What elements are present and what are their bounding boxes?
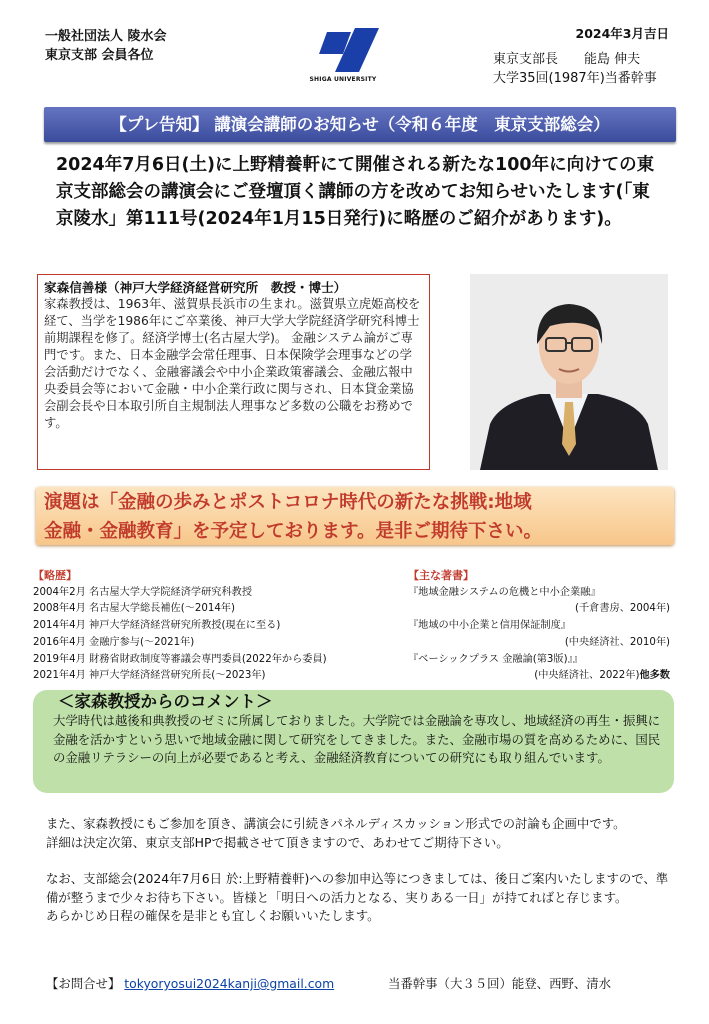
- book-publisher: (千倉書房、2004年): [575, 603, 670, 615]
- issue-date: 2024年3月吉日: [575, 26, 669, 41]
- banner-title: 【プレ告知】 講演会講師のお知らせ（令和６年度 東京支部総会）: [110, 115, 610, 134]
- lecturer-bio-box: [37, 274, 430, 470]
- signer-line-1: 東京支部長 能島 伸夫: [493, 52, 641, 67]
- shiga-university-logo: [305, 26, 381, 86]
- logo-text: SHIGA UNIVERSITY: [309, 76, 377, 83]
- lecture-topic-box: [36, 487, 674, 545]
- intro-paragraph: 2024年7月6日(土)に上野精養軒にて開催される新たな100年に向けての東京支部総会の講演会にご登壇頂く講師の方を改めてお知らせいたします(「東京陵水」第111号(2024年1月15日発行)に略歴のご紹介があります)。: [56, 155, 655, 229]
- closing-paragraph-4: あらかじめ日程の確保を是非とも宜しくお願いいたします。: [46, 908, 380, 923]
- org-name: 一般社団法人 陵水会: [45, 29, 167, 44]
- comment-title: ＜家森教授からのコメント＞: [58, 692, 273, 711]
- closing-text: [46, 815, 676, 926]
- career-item: 2021年4月 神戸大学経済経営研究所長(～2023年): [33, 670, 266, 682]
- book-publisher-row: [408, 668, 670, 685]
- book-publisher: (中央経済社、2022年): [534, 670, 640, 682]
- books-heading: 【主な著書】: [408, 569, 474, 582]
- signer-line-2: 大学35回(1987年)当番幹事: [493, 71, 657, 86]
- addressee: 東京支部 会員各位: [45, 48, 154, 63]
- contact-label: 【お問合せ】: [46, 976, 121, 991]
- career-heading: 【略歴】: [33, 569, 77, 582]
- lecturer-name: 家森信善様（神戸大学経済経営研究所 教授・博士）: [44, 280, 347, 295]
- closing-paragraph-1: また、家森教授にもご参加を頂き、講演会に引続きパネルディスカッション形式での討論も企画中です。: [46, 816, 626, 831]
- career-item: 2019年4月 財務省財政制度等審議会専門委員(2022年から委員): [33, 653, 327, 665]
- book-publisher: (中央経済社、2010年): [564, 636, 670, 648]
- portrait-image: [470, 274, 668, 470]
- book-title: 『地域の中小企業と信用保証制度』: [408, 620, 571, 632]
- header-left: [45, 27, 167, 65]
- topic-line-1: 演題は「金融の歩みとポストコロナ時代の新たな挑戦:地域: [44, 492, 532, 513]
- career-item: 2004年2月 名古屋大学大学院経済学研究科教授: [33, 586, 253, 598]
- signer: [493, 50, 657, 88]
- topic-line-2: 金融・金融教育」を予定しております。是非ご期待下さい。: [44, 521, 543, 542]
- logo-mark-icon: [305, 26, 381, 76]
- closing-paragraph-2: 詳細は決定次第、東京支部HPで掲載させて頂きますので、あわせてご期待下さい。: [46, 834, 509, 850]
- career-item: 2014年4月 神戸大学経済経営研究所教授(現在に至る): [33, 620, 281, 632]
- book-title: 『ベーシックプラス 金融論(第3版)』』: [408, 653, 583, 665]
- career-item: 2008年4月 名古屋大学総長補佐(～2014年): [33, 603, 235, 615]
- book-title: 『地域金融システムの危機と中小企業融』: [408, 586, 601, 598]
- closing-paragraph-3: なお、支部総会(2024年7月6日 於:上野精養軒)への参加申込等につきましては、後日ご案内いたしますので、準備が整うまで少々お待ち下さい。皆様と「明日への活力となる、実りある一日」が持てればと存じます。: [46, 871, 669, 905]
- contact-email-link[interactable]: tokyoryosui2024kanji@gmail.com: [124, 976, 335, 991]
- lecturer-bio: 家森教授は、1963年、滋賀県長浜市の生まれ。滋賀県立虎姫高校を経て、当学を1986年にご卒業後、神戸大学大学院経済学研究科博士前期課程を修了。経済学博士(名古屋大学)。 金融システム論がご専門です。また、日本金融学会常任理事、日本保険学会理事などの学会活動だけでなく、金融審議会や中小企業政策審議会、金融広報中央委員会等において金融・中小企業行政に関与され、日本貸金業協会副会長や日本取引所自主規制法人理事など多数の公職をお務めです。: [44, 297, 421, 430]
- title-banner: [44, 107, 676, 142]
- professor-comment-box: [33, 690, 674, 793]
- lecturer-photo: [470, 274, 668, 470]
- books-list: [408, 568, 670, 685]
- career-list: [33, 568, 327, 685]
- staff-names: 当番幹事（大３５回）能登、西野、清水: [388, 976, 612, 991]
- books-more: 他多数: [639, 670, 670, 682]
- contact-info: [46, 974, 334, 992]
- spacer: [46, 852, 676, 870]
- career-item: 2016年4月 金融庁参与(～2021年): [33, 636, 195, 648]
- comment-body: 大学時代は越後和典教授のゼミに所属しておりました。大学院では金融論を専攻し、地域経済の再生・振興に金融を活かすという思いで地域金融に関して研究をしてきました。また、金融市場の質を高めるために、国民の金融リテラシーの向上が必要であると考え、金融経済教育についての研究にも取り組んでいます。: [53, 713, 661, 765]
